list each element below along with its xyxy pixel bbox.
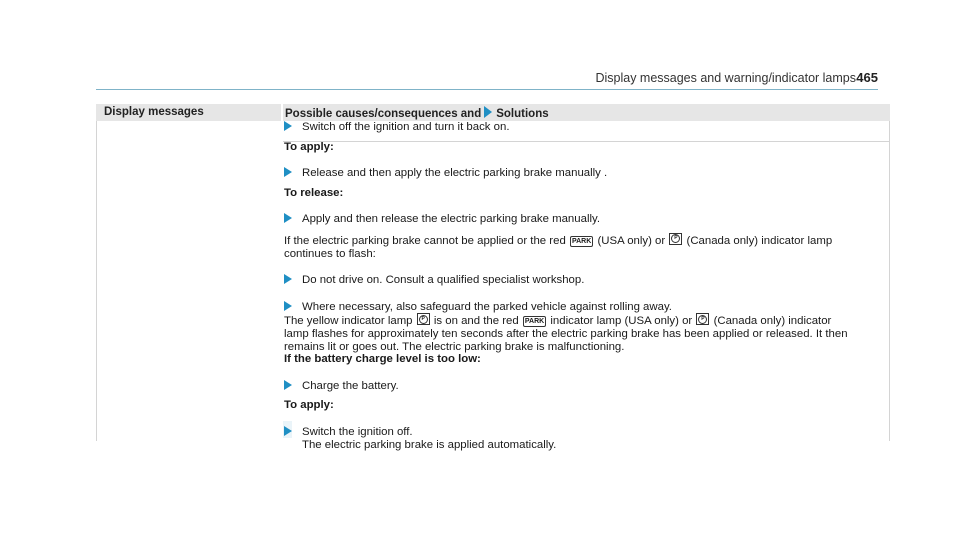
- step-text: Switch the ignition off.: [302, 425, 413, 438]
- paragraph-text: indicator lamp (USA only) or: [550, 315, 693, 328]
- battery-low-heading: If the battery charge level is too low:: [284, 353, 481, 366]
- circle-p-lamp-icon: [696, 313, 709, 325]
- circle-p-lamp-label: P: [671, 234, 680, 243]
- step-text: Where necessary, also safeguard the parked vehicle against rolling away.: [302, 300, 672, 313]
- paragraph-text: (USA only) or: [597, 234, 666, 247]
- step-release-apply: [284, 167, 884, 180]
- paragraph-text: remains lit or goes out. The electric parking brake is malfunctioning.: [284, 340, 625, 353]
- condition-paragraph: [284, 233, 884, 260]
- table-border-left: [96, 121, 97, 441]
- step-apply-release: [284, 213, 884, 226]
- step-switch-ignition-off: [284, 426, 884, 439]
- play-arrow-icon: [284, 301, 292, 311]
- step-text: Do not drive on. Consult a qualified specialist workshop.: [302, 274, 585, 287]
- header-title: Display messages and warning/indicator lamps: [595, 71, 856, 85]
- col-header-causes-solutions: [285, 106, 549, 120]
- paragraph-text: continues to flash:: [284, 247, 376, 260]
- col-header-causes-text: Possible causes/consequences and: [285, 108, 482, 120]
- circle-p-lamp-label: P: [698, 315, 707, 324]
- step-do-not-drive: [284, 274, 884, 287]
- play-arrow-icon: [284, 121, 292, 131]
- page-number: 465: [856, 70, 878, 85]
- table-border-right: [889, 121, 890, 441]
- step-safeguard: [284, 301, 884, 314]
- to-apply-heading: To apply:: [284, 140, 334, 153]
- step-text: Charge the battery.: [302, 379, 399, 392]
- col-header-solutions-text: Solutions: [496, 108, 549, 120]
- play-arrow-icon: [484, 106, 492, 118]
- park-lamp-icon: PARK: [524, 318, 545, 326]
- play-arrow-icon: [284, 274, 292, 284]
- paragraph-text: lamp flashes for approximately ten seconds after the electric parking brake has been applied or released. It then: [284, 327, 848, 340]
- circle-p-lamp-label: P: [419, 315, 428, 324]
- play-arrow-icon: [284, 426, 292, 436]
- play-arrow-icon: [284, 167, 292, 177]
- header-rule: [96, 89, 878, 90]
- park-lamp-icon: PARK: [571, 237, 592, 245]
- step-text: Switch off the ignition and turn it back on.: [302, 121, 510, 133]
- auto-apply-text: The electric parking brake is applied automatically.: [302, 438, 557, 451]
- circle-p-lamp-icon: [669, 233, 682, 245]
- play-arrow-icon: [284, 380, 292, 390]
- table-column-divider: [281, 104, 283, 441]
- table-header-row: [96, 104, 890, 121]
- step-text: Apply and then release the electric parking brake manually.: [302, 213, 601, 226]
- yellow-lamp-paragraph: [284, 313, 884, 353]
- paragraph-text: The yellow indicator lamp: [284, 315, 413, 328]
- paragraph-text: (Canada only) indicator: [713, 315, 832, 328]
- paragraph-text: (Canada only) indicator lamp: [686, 234, 833, 247]
- play-arrow-icon: [284, 213, 292, 223]
- solutions-content: [284, 121, 884, 451]
- step-switch-off: [284, 121, 884, 134]
- step-charge-battery: [284, 380, 884, 393]
- col-header-display-messages: Display messages: [104, 106, 204, 118]
- to-release-heading: To release:: [284, 186, 344, 199]
- to-apply-heading-2: To apply:: [284, 399, 334, 412]
- paragraph-text: If the electric parking brake cannot be applied or the red: [284, 234, 566, 247]
- step-text: Release and then apply the electric parking brake manually .: [302, 167, 608, 180]
- circle-p-lamp-icon: [417, 313, 430, 325]
- paragraph-text: is on and the red: [433, 315, 519, 328]
